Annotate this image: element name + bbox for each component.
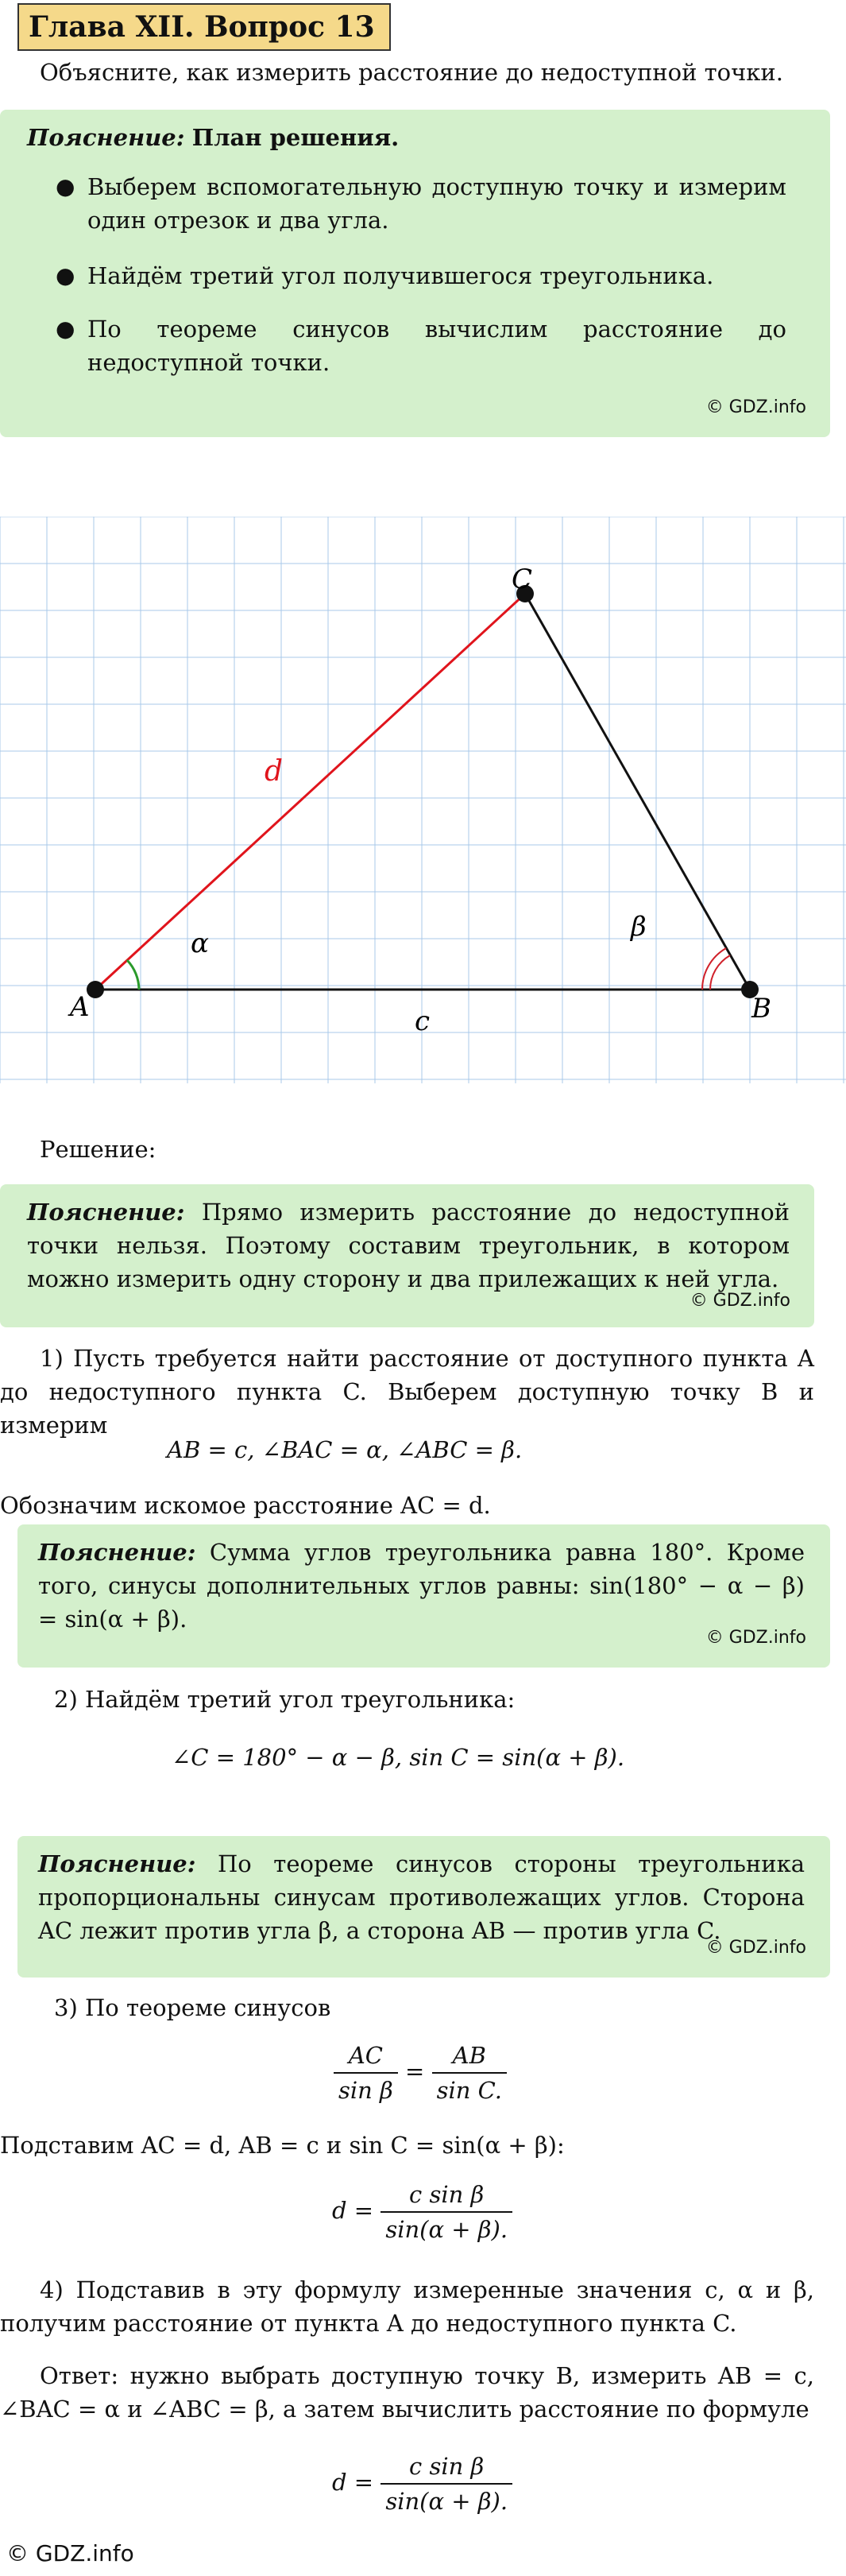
fraction: $\frac{\text{c sin β}}{\sin(\alpha + \beta).}$ (381, 2450, 512, 2518)
plan-heading (27, 121, 399, 154)
note3-body: По теореме синусов стороны треугольника пропорциональны синусам противолежащих углов. Сторона AC лежит против угла β, а сторона AB — против угла C. (38, 1850, 805, 1944)
plan-heading-text: План решения. (191, 124, 400, 151)
step4-text: 4) Подставив в эту формулу измеренные значения c, α и β, получим расстояние от пункта A до недоступного пункта C. (0, 2276, 814, 2337)
note1-label: Пояснение: (27, 1199, 185, 1226)
note1-copyright: © GDZ.info (690, 1291, 790, 1311)
label-a: A (70, 991, 90, 1023)
angle-beta-arc-2 (710, 955, 730, 990)
note1-box (0, 1184, 814, 1327)
step1-formula: AB = c, ∠BAC = α, ∠ABC = β. (167, 1436, 523, 1463)
label-beta: β (631, 911, 647, 943)
page-title: Глава XII. Вопрос 13 (17, 3, 391, 51)
equals-sign: = (405, 2058, 425, 2085)
formula-lhs: d = (332, 2469, 374, 2496)
plan-copyright: © GDZ.info (705, 397, 806, 417)
side-ac (95, 594, 525, 990)
fraction: $\frac{AC}{\text{sin β}}$ (334, 2039, 398, 2107)
note1-body: Прямо измерить расстояние до недоступной точки нельзя. Поэтому составим треугольник, в котором можно измерить одну сторону и два прилежащих к ней угла. (27, 1199, 790, 1292)
label-b: B (751, 993, 771, 1025)
grid (0, 517, 846, 1083)
fraction: $\frac{\text{c sin β}}{\sin(\alpha + \beta).}$ (381, 2178, 512, 2246)
answer-text: Ответ: нужно выбрать доступную точку B, измерить AB = c, ∠BAC = α и ∠ABC = β, а затем вычислить расстояние по формуле (0, 2362, 814, 2423)
step2-formula: ∠C = 180° − α − β, sin C = sin(α + β). (172, 1744, 625, 1771)
step3-formula2 (332, 2178, 570, 2246)
bullet-icon: ● (56, 262, 75, 289)
note3-copyright: © GDZ.info (705, 1938, 806, 1958)
formula-lhs: d = (332, 2197, 374, 2224)
note2-box (17, 1524, 830, 1668)
plan-heading-label: Пояснение: (27, 124, 185, 151)
answer-formula (332, 2450, 570, 2518)
plan-item (56, 312, 786, 379)
label-c: C (512, 564, 533, 595)
plan-item-text: Найдём третий угол получившегося треугольника. (87, 262, 714, 289)
triangle-figure (0, 517, 846, 1085)
step3-text: 3) По теореме синусов (54, 1994, 331, 2021)
note3-text (38, 1847, 805, 1947)
note2-text (38, 1536, 805, 1636)
step1-text: 1) Пусть требуется найти расстояние от доступного пункта A до недоступного пункта C. Выберем доступную точку B и измерим (0, 1345, 814, 1439)
step1-after: Обозначим искомое расстояние AC = d. (0, 1492, 491, 1519)
step2-text: 2) Найдём третий угол треугольника: (54, 1686, 516, 1713)
label-alpha: α (191, 928, 209, 959)
plan-box (0, 110, 830, 437)
plan-item-text: По теореме синусов вычислим расстояние до недоступной точки. (87, 316, 786, 376)
angle-alpha-arc (127, 960, 139, 990)
label-c-side: c (415, 1005, 431, 1037)
plan-item-text: Выберем вспомогательную доступную точку и измерим один отрезок и два угла. (87, 173, 786, 234)
note2-body: Сумма углов треугольника равна 180°. Кроме того, синусы дополнительных углов равны: sin(180° − α − β) = sin(α + β). (38, 1539, 805, 1633)
fraction: $\frac{AB}{\text{sin C.}}$ (432, 2039, 507, 2107)
plan-item (56, 259, 786, 292)
step3-formula1 (334, 2039, 572, 2107)
plan-item (56, 170, 786, 237)
bullet-icon: ● (56, 173, 75, 199)
step3-subst: Подставим AC = d, AB = c и sin C = sin(α + β): (0, 2132, 565, 2159)
angle-beta-arc-1 (702, 948, 726, 990)
solution-label: Решение: (40, 1136, 156, 1163)
bullet-icon: ● (56, 316, 75, 342)
note2-label: Пояснение: (38, 1539, 196, 1566)
note1-text (27, 1195, 790, 1296)
question-text: Объясните, как измерить расстояние до недоступной точки. (40, 59, 783, 86)
note3-box (17, 1836, 830, 1978)
footer-copyright: © GDZ.info (6, 2540, 134, 2566)
note2-copyright: © GDZ.info (705, 1628, 806, 1648)
note3-label: Пояснение: (38, 1850, 196, 1877)
label-d: d (265, 755, 284, 788)
